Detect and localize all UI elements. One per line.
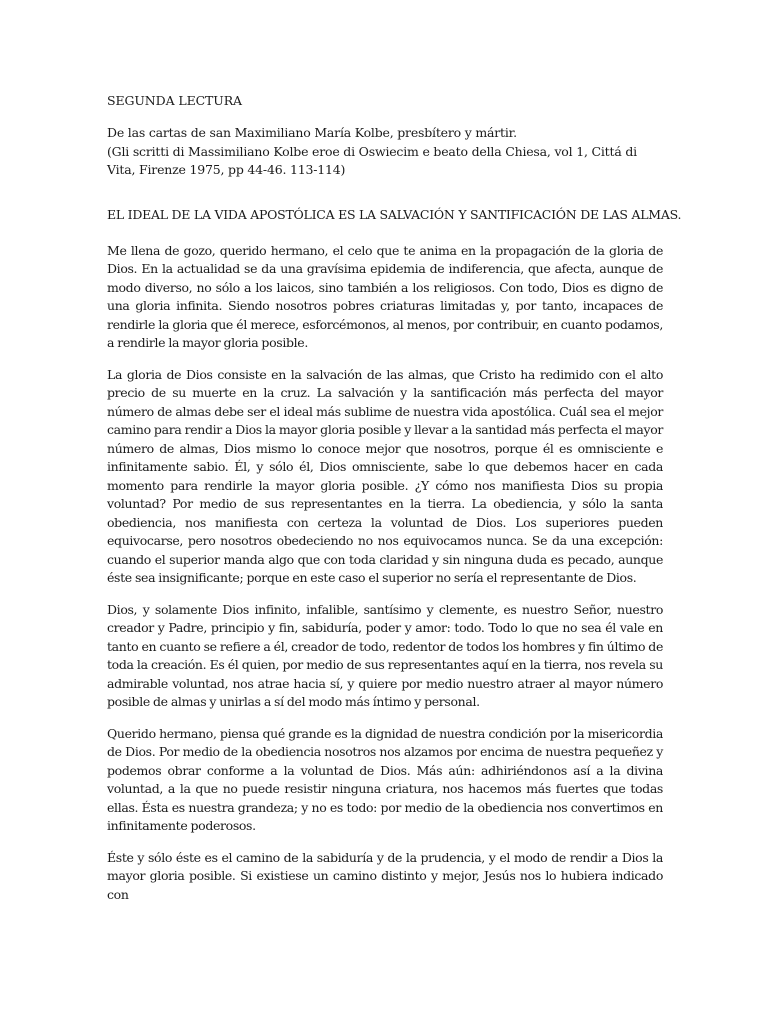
source-line-reference: (Gli scritti di Massimiliano Kolbe eroe di Oswiecim e beato della Chiesa, vol 1, Cittá di Vita, Firenze 1975, pp 44-46. 113-114) <box>107 143 637 177</box>
paragraph-3: Dios, y solamente Dios infinito, infalible, santísimo y clemente, es nuestro Señor, nuestro creador y Padre, principio y fin, sabiduría, poder y amor: todo. Todo lo que no sea él vale en tanto en cuanto se refiere a él, creador de todo, redentor de todos los hombres y fin último de toda la creación. Es él quien, por medio de sus representantes aquí en la tierra, nos revela su admirable voluntad, nos atrae hacia sí, y quiere por medio nuestro atraer al mayor número posible de almas y unirlas a sí del modo más íntimo y personal. <box>107 601 663 709</box>
paragraph-5: Éste y sólo éste es el camino de la sabiduría y de la prudencia, y el modo de rendir a Dios la mayor gloria posible. Si existiese un camino distinto y mejor, Jesús nos lo hubiera indicado con <box>107 849 663 902</box>
paragraph-2: La gloria de Dios consiste en la salvación de las almas, que Cristo ha redimido con el alto precio de su muerte en la cruz. La salvación y la santificación más perfecta del mayor número de almas debe ser el ideal más sublime de nuestra vida apostólica. Cuál sea el mejor camino para rendir a Dios la mayor gloria posible y llevar a la santidad más perfecta el mayor número de almas, Dios mismo lo conoce mejor que nosotros, porque él es omnisciente e infinitamente sabio. Él, y sólo él, Dios omnisciente, sabe lo que debemos hacer en cada momento para rendirle la mayor gloria posible. ¿Y cómo nos manifiesta Dios su propia voluntad? Por medio de sus representantes en la tierra. La obediencia, y sólo la santa obediencia, nos manifiesta con certeza la voluntad de Dios. Los superiores pueden equivocarse, pero nosotros obedeciendo no nos equivocamos nunca. Se da una excepción: cuando el superior manda algo que con toda claridad y sin ninguna duda es pecado, aunque éste sea insignificante; porque en este caso el superior no sería el representante de Dios. <box>107 366 663 585</box>
source-citation <box>107 124 663 180</box>
paragraph-4: Querido hermano, piensa qué grande es la dignidad de nuestra condición por la misericordia de Dios. Por medio de la obediencia nosotros nos alzamos por encima de nuestra pequeñez y podemos obrar conforme a la voluntad de Dios. Más aún: adhiriéndonos así a la divina voluntad, a la que no puede resistir ninguna criatura, nos hacemos más fuertes que todas ellas. Ésta es nuestra grandeza; y no es todo: por medio de la obediencia nos convertimos en infinitamente poderosos. <box>107 725 663 833</box>
section-label: SEGUNDA LECTURA <box>107 93 242 108</box>
reading-title: EL IDEAL DE LA VIDA APOSTÓLICA ES LA SALVACIÓN Y SANTIFICACIÓN DE LAS ALMAS. <box>107 206 682 222</box>
document-page <box>107 91 682 917</box>
paragraph-1: Me llena de gozo, querido hermano, el celo que te anima en la propagación de la gloria de Dios. En la actualidad se da una gravísima epidemia de indiferencia, que afecta, aunque de modo diverso, no sólo a los laicos, sino también a los religiosos. Con todo, Dios es digno de una gloria infinita. Siendo nosotros pobres criaturas limitadas y, por tanto, incapaces de rendirle la gloria que él merece, esforcémonos, al menos, por contribuir, en cuanto podamos, a rendirle la mayor gloria posible. <box>107 242 663 350</box>
source-line-author: De las cartas de san Maximiliano María Kolbe, presbítero y mártir. <box>107 125 517 140</box>
